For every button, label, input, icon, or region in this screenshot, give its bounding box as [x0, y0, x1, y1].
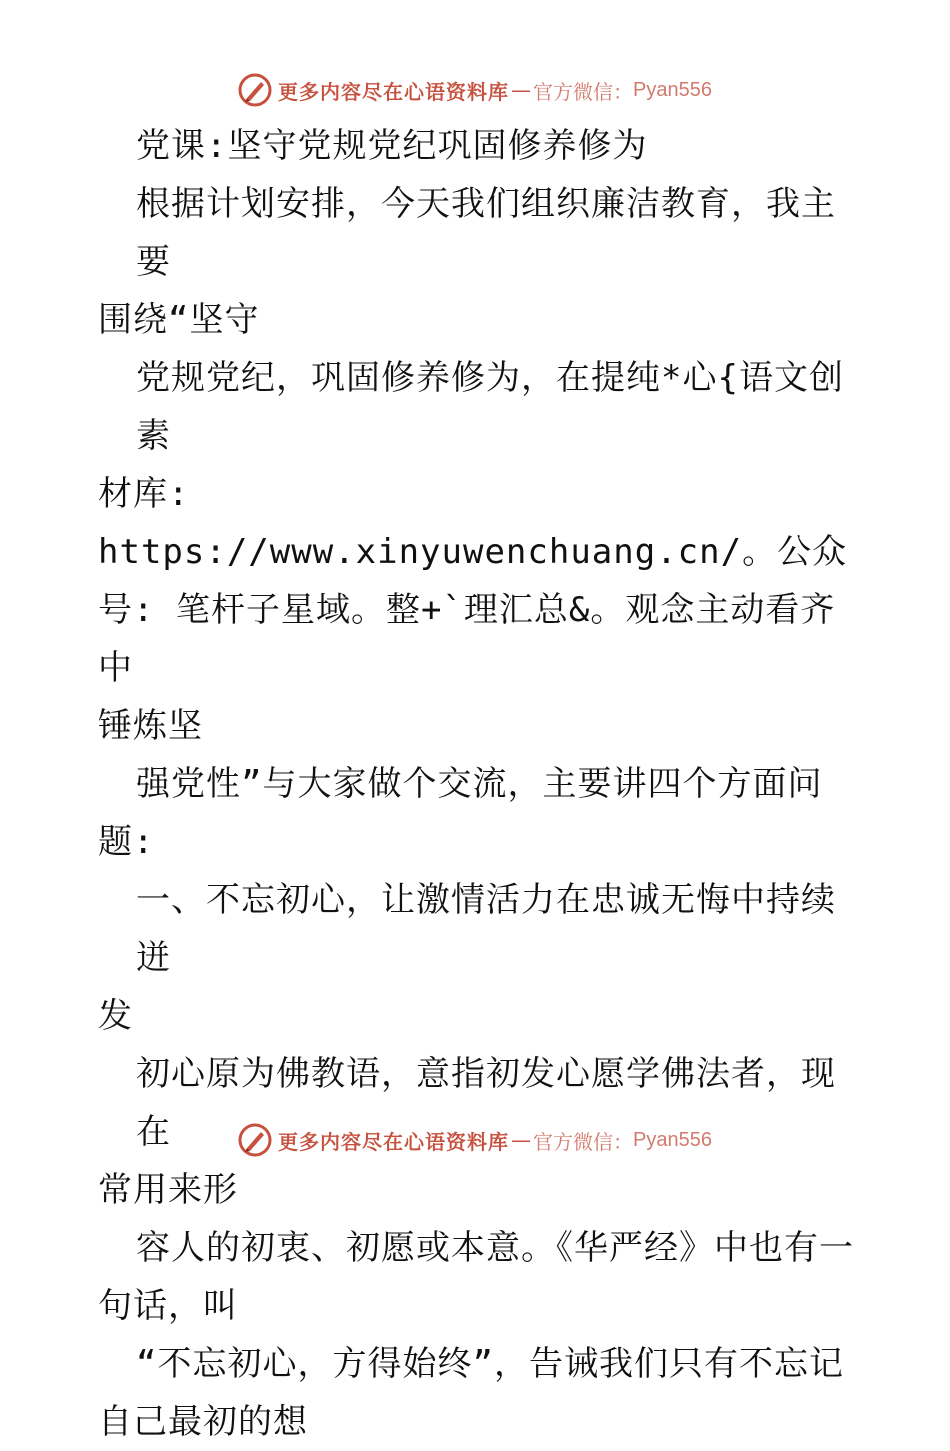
footer-wechat-id: Pyan556: [633, 1128, 712, 1151]
pen-logo-icon: [238, 1123, 272, 1157]
footer-wechat-label: 官方微信：: [533, 1129, 634, 1154]
body-line: 常用来形: [98, 1170, 238, 1210]
body-line: 初心原为佛教语，意指初发心愿学佛法者，现在: [136, 1054, 836, 1152]
document-title: 党课:坚守党规党纪巩固修养修为: [136, 126, 648, 166]
body-line: “不忘初心，方得始终”，告诫我们只有不忘记: [136, 1344, 844, 1384]
header-separator: —: [511, 78, 532, 102]
section-heading-cont: 发: [98, 996, 133, 1036]
body-line: 容人的初衷、初愿或本意。《华严经》中也有一: [136, 1228, 854, 1268]
footer-separator: —: [511, 1128, 532, 1152]
body-line: 号: 笔杆子星域。整+`理汇总&。观念主动看齐中: [98, 590, 836, 688]
header-tagline: 更多内容尽在心语资料库: [278, 79, 510, 104]
body-line: 围绕“坚守: [98, 300, 260, 340]
section-heading: 一、不忘初心，让激情活力在忠诚无悔中持续迸: [136, 880, 836, 978]
header-wechat-id: Pyan556: [633, 78, 712, 101]
footer-tagline: 更多内容尽在心语资料库: [278, 1129, 510, 1154]
body-line: 自己最初的想: [98, 1402, 308, 1442]
body-line: 锤炼坚: [98, 706, 203, 746]
footer-watermark: [0, 1120, 950, 1160]
header-watermark: [0, 70, 950, 110]
header-wechat-label: 官方微信：: [533, 79, 634, 104]
body-line: 材库: https://www.xinyuwenchuang.cn/。公众: [98, 474, 848, 572]
body-line: 题:: [98, 822, 155, 862]
body-line: 党规党纪，巩固修养修为，在提纯*心{语文创素: [136, 358, 844, 456]
body-line: 强党性”与大家做个交流，主要讲四个方面问: [136, 764, 823, 804]
document-body: [98, 117, 858, 1451]
body-line: 句话，叫: [98, 1286, 238, 1326]
pen-logo-icon: [238, 73, 272, 107]
body-line: 根据计划安排，今天我们组织廉洁教育，我主要: [136, 184, 836, 282]
